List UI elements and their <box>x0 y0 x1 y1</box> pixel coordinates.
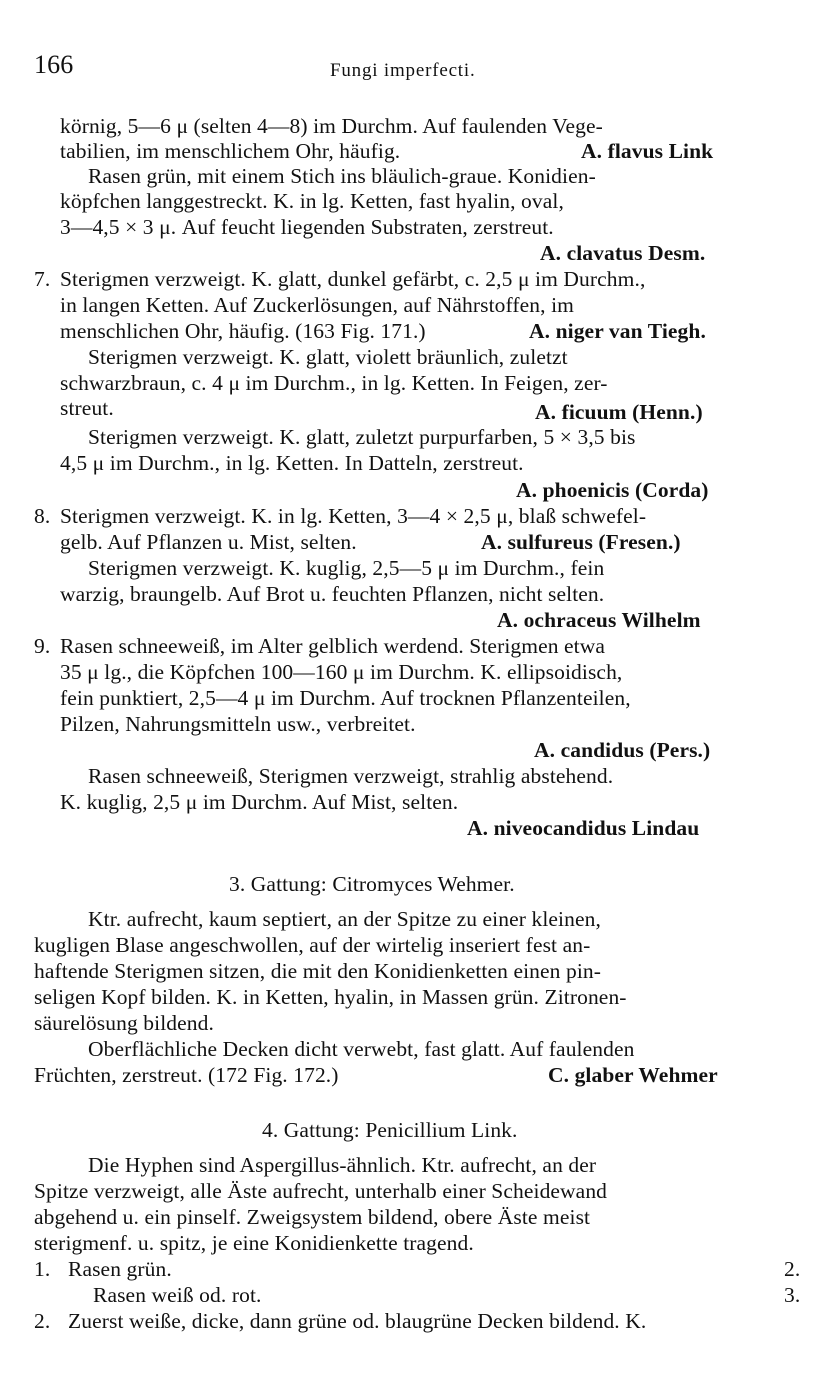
text-line: K. kuglig, 2,5 μ im Durchm. Auf Mist, selten. <box>60 790 459 814</box>
text-line: streut. <box>60 396 114 420</box>
text-line: sterigmenf. u. spitz, je eine Konidienkette tragend. <box>34 1231 474 1255</box>
text-line: gelb. Auf Pflanzen u. Mist, selten. <box>60 530 357 554</box>
species-name: A. ficuum (Henn.) <box>535 400 703 424</box>
text-line: seligen Kopf bilden. K. in Ketten, hyalin, in Massen grün. Zitronen- <box>34 985 627 1009</box>
key-number: 1. <box>34 1257 51 1281</box>
text-line: Spitze verzweigt, alle Äste aufrecht, unterhalb einer Scheidewand <box>34 1179 608 1203</box>
species-name: A. sulfureus (Fresen.) <box>481 530 681 554</box>
running-title: Fungi imperfecti. <box>330 60 476 81</box>
species-name: A. candidus (Pers.) <box>534 738 711 762</box>
text-line: 35 μ lg., die Köpfchen 100—160 μ im Durchm. K. ellipsoidisch, <box>60 660 623 684</box>
text-line: schwarzbraun, c. 4 μ im Durchm., in lg. Ketten. In Feigen, zer- <box>60 371 608 395</box>
text-line: Rasen grün, mit einem Stich ins bläulich-graue. Konidien- <box>88 164 596 188</box>
page-number: 166 <box>34 50 74 79</box>
text-line: säurelösung bildend. <box>34 1011 214 1035</box>
key-reference: 3. <box>784 1283 801 1307</box>
text-line: Sterigmen verzweigt. K. glatt, dunkel gefärbt, c. 2,5 μ im Durchm., <box>60 267 646 291</box>
text-line: Sterigmen verzweigt. K. in lg. Ketten, 3—4 × 2,5 μ, blaß schwefel- <box>60 504 647 528</box>
text-line: Sterigmen verzweigt. K. kuglig, 2,5—5 μ im Durchm., fein <box>88 556 605 580</box>
text-line: Rasen grün. <box>68 1257 172 1281</box>
text-line: Sterigmen verzweigt. K. glatt, violett bräunlich, zuletzt <box>88 345 568 369</box>
text-line: Zuerst weiße, dicke, dann grüne od. blaugrüne Decken bildend. K. <box>68 1309 647 1333</box>
text-line: 3—4,5 × 3 μ. Auf feucht liegenden Substraten, zerstreut. <box>60 215 554 239</box>
text-line: haftende Sterigmen sitzen, die mit den Konidienketten einen pin- <box>34 959 602 983</box>
text-line: Oberflächliche Decken dicht verwebt, fast glatt. Auf faulenden <box>88 1037 635 1061</box>
text-line: Pilzen, Nahrungsmitteln usw., verbreitet. <box>60 712 416 736</box>
key-number: 7. <box>34 267 51 291</box>
text-line: Rasen weiß od. rot. <box>93 1283 262 1307</box>
species-name: A. niger van Tiegh. <box>529 319 706 343</box>
text-line: köpfchen langgestreckt. K. in lg. Ketten, fast hyalin, oval, <box>60 189 564 213</box>
species-name: A. phoenicis (Corda) <box>516 478 709 502</box>
text-line: Rasen schneeweiß, im Alter gelblich werdend. Sterigmen etwa <box>60 634 606 658</box>
key-reference: 2. <box>784 1257 801 1281</box>
text-line: Die Hyphen sind Aspergillus-ähnlich. Ktr. aufrecht, an der <box>88 1153 597 1177</box>
text-line: fein punktiert, 2,5—4 μ im Durchm. Auf trocknen Pflanzenteilen, <box>60 686 631 710</box>
section-heading: 4. Gattung: Penicillium Link. <box>262 1118 518 1142</box>
text-line: Sterigmen verzweigt. K. glatt, zuletzt purpurfarben, 5 × 3,5 bis <box>88 425 636 449</box>
species-name: A. clavatus Desm. <box>540 241 706 265</box>
text-line: menschlichen Ohr, häufig. (163 Fig. 171.) <box>60 319 426 343</box>
species-name: A. ochraceus Wilhelm <box>497 608 701 632</box>
text-line: körnig, 5—6 μ (selten 4—8) im Durchm. Auf faulenden Vege- <box>60 114 603 138</box>
text-line: Ktr. aufrecht, kaum septiert, an der Spitze zu einer kleinen, <box>88 907 601 931</box>
species-name: A. flavus Link <box>581 139 714 163</box>
text-line: in langen Ketten. Auf Zuckerlösungen, auf Nährstoffen, im <box>60 293 574 317</box>
text-line: kugligen Blase angeschwollen, auf der wirtelig inseriert fest an- <box>34 933 591 957</box>
text-line: tabilien, im menschlichem Ohr, häufig. <box>60 139 401 163</box>
text-line: Früchten, zerstreut. (172 Fig. 172.) <box>34 1063 339 1087</box>
text-line: 4,5 μ im Durchm., in lg. Ketten. In Datteln, zerstreut. <box>60 451 524 475</box>
key-number: 9. <box>34 634 51 658</box>
species-name: A. niveocandidus Lindau <box>467 816 700 840</box>
text-line: abgehend u. ein pinself. Zweigsystem bildend, obere Äste meist <box>34 1205 591 1229</box>
key-number: 2. <box>34 1309 51 1333</box>
key-number: 8. <box>34 504 51 528</box>
section-heading: 3. Gattung: Citromyces Wehmer. <box>229 872 515 896</box>
species-name: C. glaber Wehmer <box>548 1063 718 1087</box>
text-line: warzig, braungelb. Auf Brot u. feuchten Pflanzen, nicht selten. <box>60 582 605 606</box>
text-line: Rasen schneeweiß, Sterigmen verzweigt, strahlig abstehend. <box>88 764 614 788</box>
